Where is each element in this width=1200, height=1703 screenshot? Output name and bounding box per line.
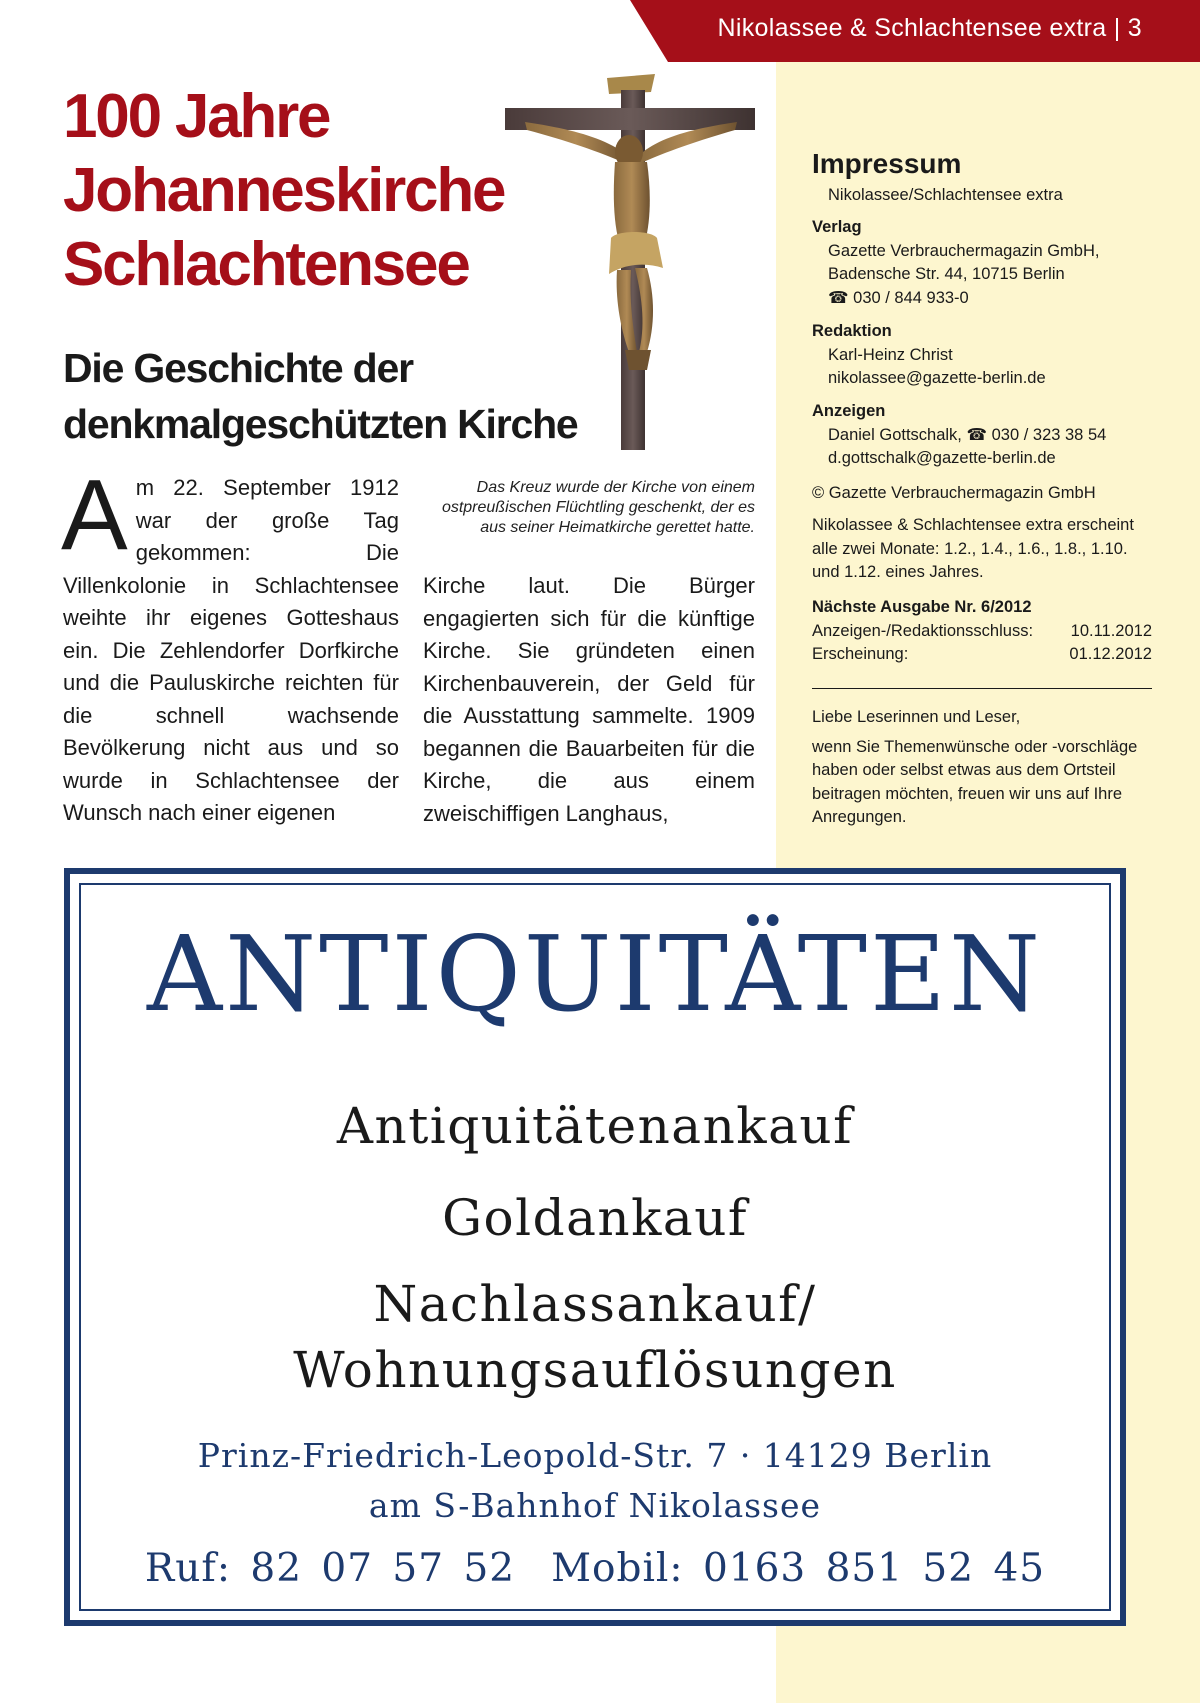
ad-title: ANTIQUITÄTEN [147, 913, 1043, 1035]
anzeigen-block [812, 400, 1172, 471]
verlag-line: Badensche Str. 44, 10715 Berlin [828, 265, 1065, 283]
verlag-line: Gazette Verbrauchermagazin GmbH, [828, 241, 1100, 260]
anzeigen-label: Anzeigen [812, 402, 886, 420]
deadline-row [812, 620, 1152, 644]
banner-text: Nikolassee & Schlachtensee extra | 3 [717, 14, 1142, 42]
headline-line: Schlachtensee [63, 230, 469, 299]
publication-name: Nikolassee/Schlachtensee extra [828, 186, 1063, 204]
deadline-date: 10.11.2012 [1070, 621, 1152, 640]
page-banner [630, 0, 1200, 62]
release-date: 01.12.2012 [1069, 645, 1152, 663]
impressum-block [812, 184, 1172, 208]
ad-service: Wohnungsauflösungen [293, 1341, 897, 1399]
reader-text: wenn Sie Themenwünsche oder -vorschläge haben oder selbst etwas aus dem Ortsteil beitragen möchten, freuen wir uns auf Ihre Anregungen. [812, 737, 1138, 826]
ad-location: am S-Bahnhof Nikolassee [368, 1486, 822, 1525]
divider [812, 688, 1152, 689]
article-text: m 22. September 1912 war der große Tag gekommen: Die Villenkolonie in Schlachtensee weihte ihr eigenes Gotteshaus ein. Die Zehlendorfer Dorfkirche und die Pauluskirche reichten für die schnell wachsende Bevölkerung nicht aus und so wurde in Schlachtensee der Wunsch nach einer eigenen [63, 475, 399, 825]
image-caption: Das Kreuz wurde der Kirche von einem ostpreußischen Flüchtling geschenkt, der es aus seiner Heimatkirche gerettet hatte. [441, 479, 755, 536]
redaktion-email[interactable]: nikolassee@gazette-berlin.de [828, 369, 1046, 387]
verlag-block [812, 216, 1172, 310]
release-row [812, 643, 1152, 667]
reader-greeting: Liebe Leserinnen und Leser, [812, 708, 1021, 726]
article-column-2: Kirche laut. Die Bürger engagierten sich für die künftige Kirche. Sie gründeten einen Kirchenbauverein, der Geld für die Ausstattung sammelte. 1909 begannen die Bauarbeiten für die Kirche, die aus einem zweischiffigen Langhaus, [423, 573, 755, 826]
redaktion-label: Redaktion [812, 322, 892, 340]
subhead-line: denkmalgeschützten Kirche [63, 401, 578, 447]
anzeigen-email[interactable]: d.gottschalk@gazette-berlin.de [828, 449, 1056, 467]
subhead-line: Die Geschichte der [63, 345, 413, 391]
redaktion-block [812, 320, 1172, 391]
crucifix-image [505, 70, 755, 455]
deadline-label: Anzeigen-/Redaktionsschluss: [812, 621, 1034, 640]
next-issue-label: Nächste Ausgabe Nr. 6/2012 [812, 598, 1032, 616]
ad-service: Antiquitätenankauf [336, 1097, 854, 1155]
antiques-advertisement [64, 868, 1126, 1626]
drop-cap: A [61, 459, 128, 571]
release-label: Erscheinung: [812, 645, 909, 663]
copyright: © Gazette Verbrauchermagazin GmbH [812, 484, 1096, 502]
impressum-title: Impressum [812, 148, 962, 179]
next-issue-block [812, 596, 1172, 667]
redaktion-line: Karl-Heinz Christ [828, 345, 953, 364]
ad-service: Nachlassankauf/ [373, 1275, 817, 1333]
ad-service: Goldankauf [442, 1189, 748, 1247]
article-column-1 [61, 459, 399, 830]
verlag-label: Verlag [812, 218, 862, 236]
headline-line: 100 Jahre [63, 82, 330, 151]
crucifix-illustration [505, 70, 755, 455]
reader-note [812, 706, 1157, 830]
anzeigen-line: Daniel Gottschalk, ☎ 030 / 323 38 54 [828, 425, 1107, 444]
ad-address: Prinz-Friedrich-Leopold-Str. 7 · 14129 Berlin [197, 1436, 993, 1475]
frequency-note: Nikolassee & Schlachtensee extra erscheint alle zwei Monate: 1.2., 1.4., 1.6., 1.8., 1.10. und 1.12. eines Jahres. [812, 516, 1134, 581]
ad-contact [70, 1544, 1120, 1594]
verlag-phone: ☎ 030 / 844 933-0 [828, 288, 969, 307]
article-headline [63, 80, 523, 302]
headline-line: Johanneskirche [63, 156, 505, 225]
ad-phone[interactable]: Ruf: 82 07 57 52 [144, 1546, 516, 1591]
ad-mobile[interactable]: Mobil: 0163 851 52 45 [551, 1546, 1046, 1591]
